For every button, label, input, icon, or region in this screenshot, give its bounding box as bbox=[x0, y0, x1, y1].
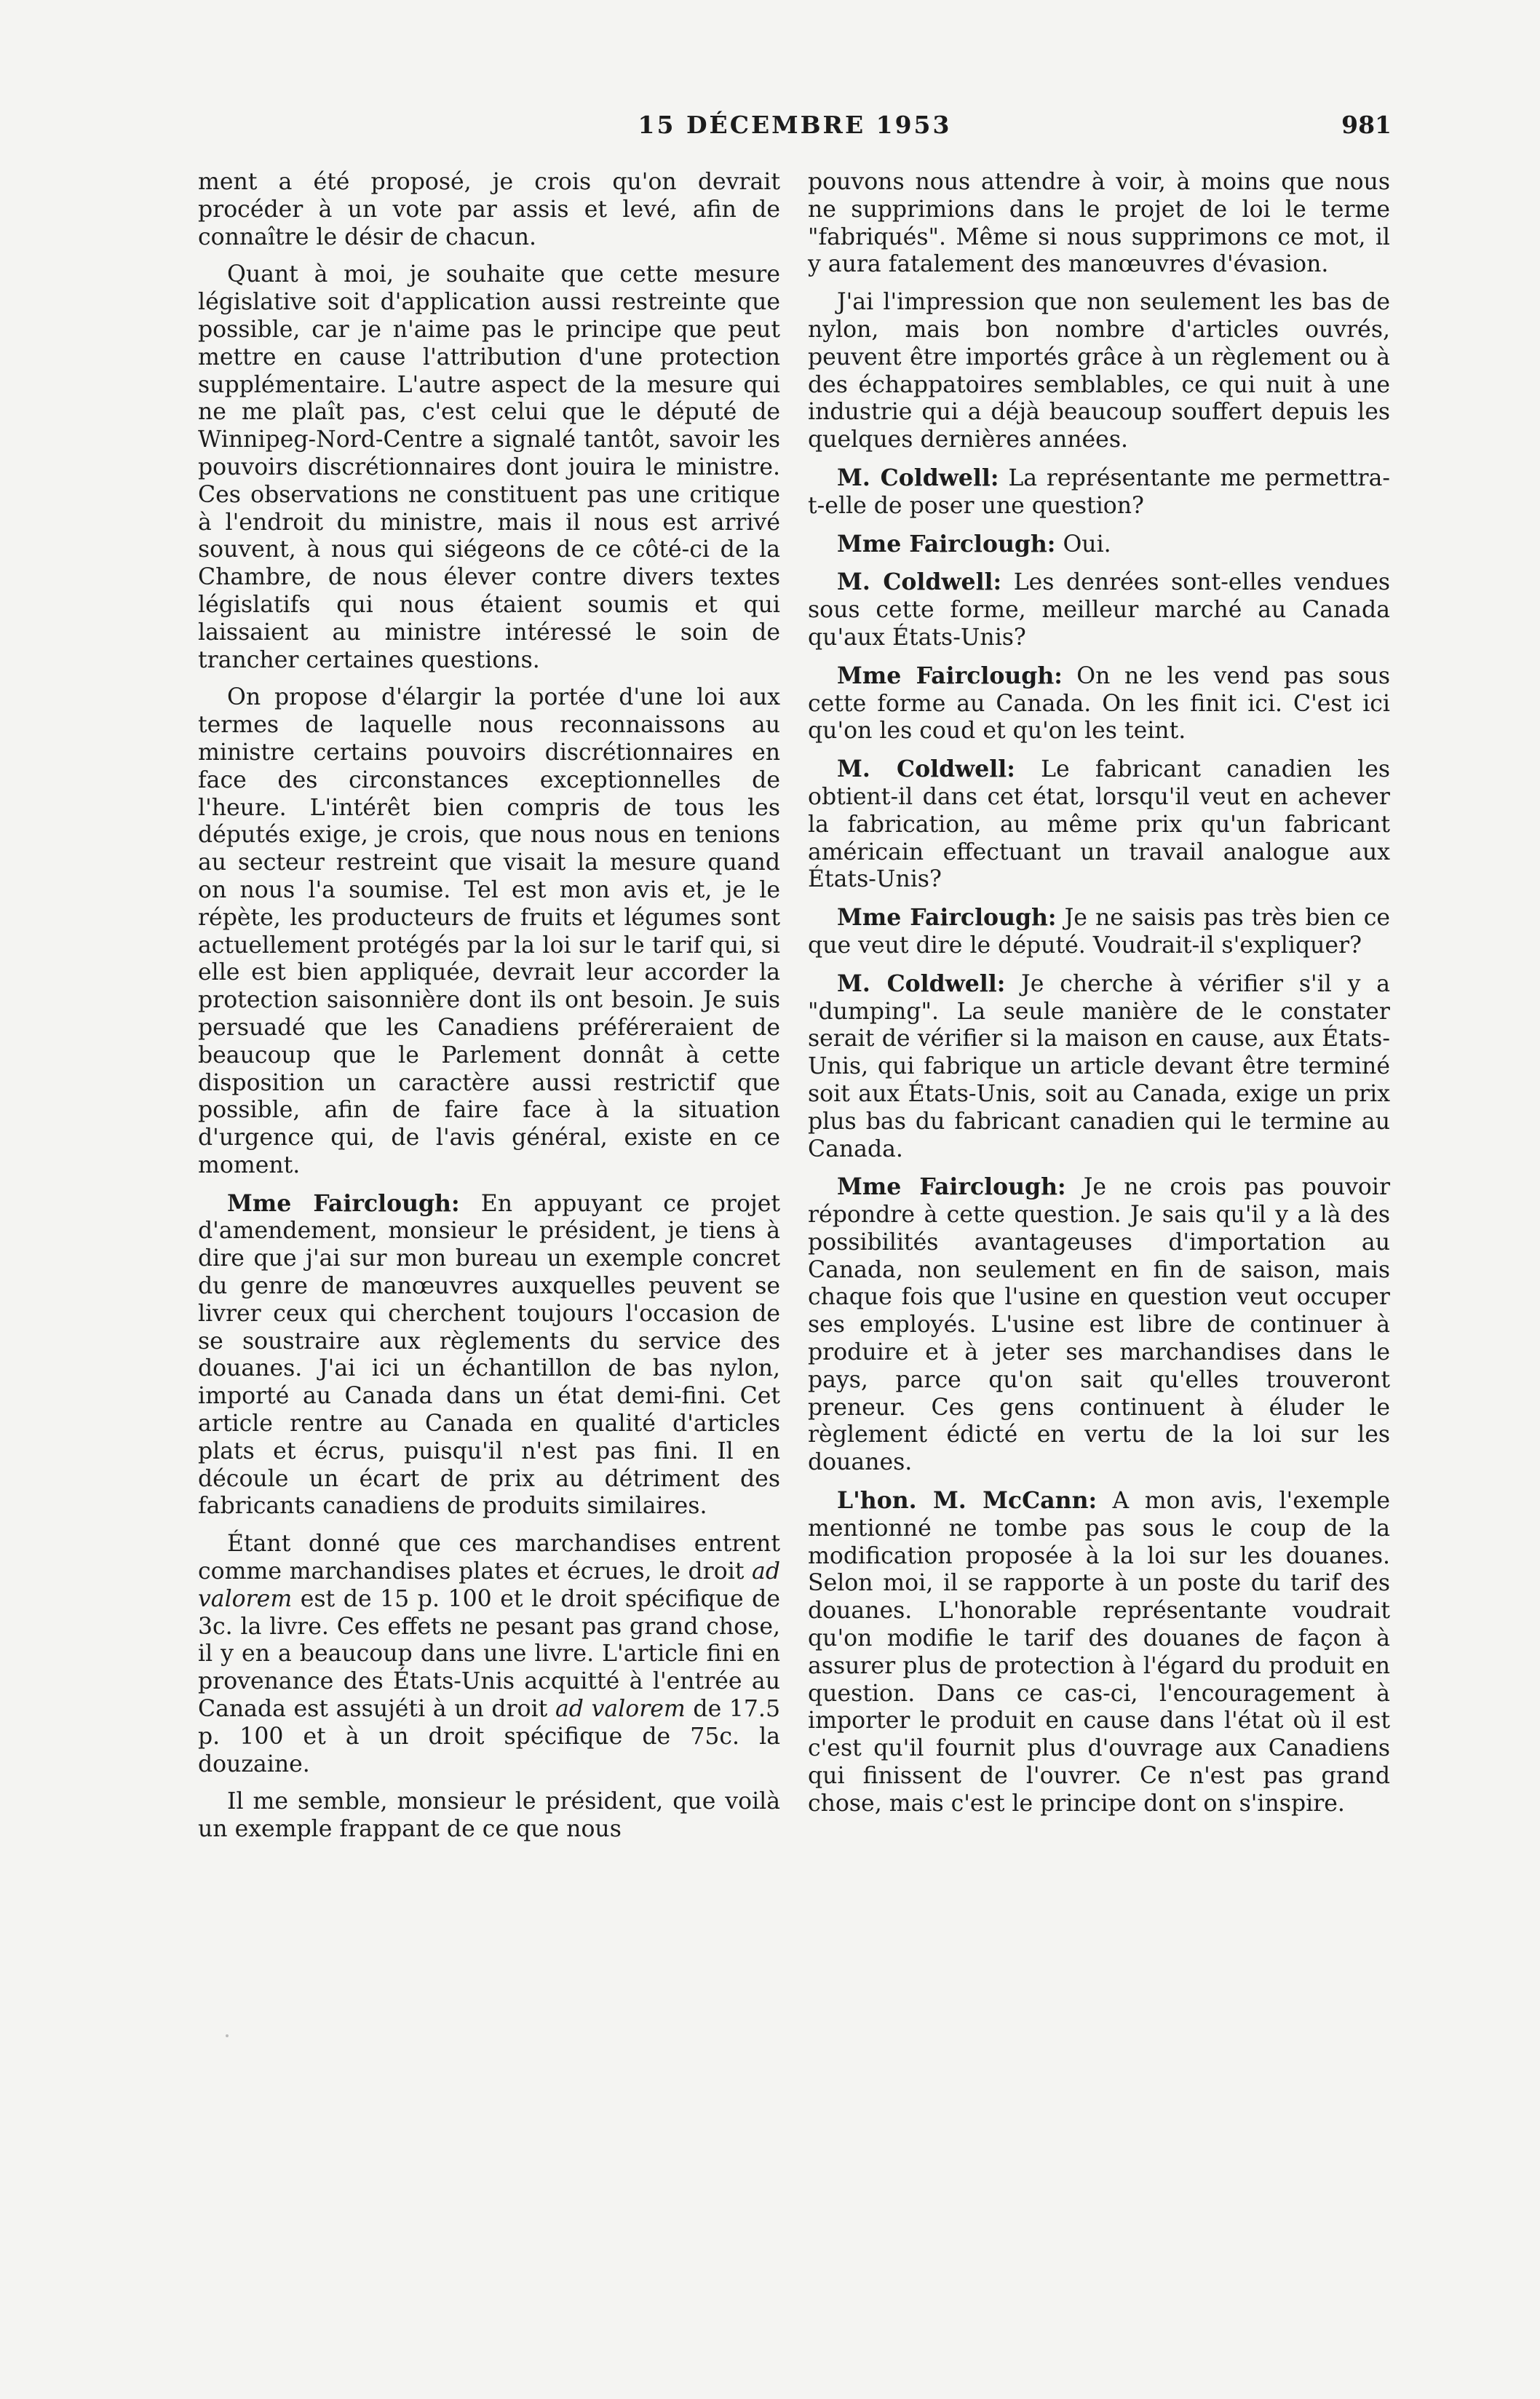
paragraph: ment a été proposé, je crois qu'on devrait procéder à un vote par assis et levé, afin de connaître le désir de chacun. bbox=[198, 169, 780, 250]
speech-text: Le fabricant canadien les obtient-il dans cet état, lorsqu'il veut en achever la fabrication, au même prix qu'un fabricant américain effectuant un travail analogue aux États-Unis? bbox=[808, 756, 1391, 893]
speech bbox=[808, 904, 1390, 960]
speech bbox=[198, 1190, 780, 1521]
paragraph: Il me semble, monsieur le président, que voilà un exemple frappant de ce que nous bbox=[198, 1788, 780, 1843]
speaker-name: L'hon. M. McCann: bbox=[837, 1487, 1098, 1515]
text-run: de 17.5 p. 100 et à un droit spécifique de 75c. la douzaine. bbox=[198, 1696, 780, 1777]
speaker-name: M. Coldwell: bbox=[837, 568, 1002, 596]
speech bbox=[808, 568, 1390, 651]
speaker-name: Mme Fairclough: bbox=[227, 1189, 460, 1217]
left-column bbox=[198, 169, 780, 1854]
speaker-name: Mme Fairclough: bbox=[837, 904, 1057, 932]
speech bbox=[808, 1487, 1390, 1818]
speech bbox=[808, 1173, 1390, 1477]
speech-text: La représentante me permettra-t-elle de poser une question? bbox=[808, 464, 1391, 519]
italic-term: ad valorem bbox=[555, 1696, 686, 1723]
speech-text: Je ne saisis pas très bien ce que veut dire le député. Voudrait-il s'expliquer? bbox=[808, 905, 1390, 959]
speaker-name: M. Coldwell: bbox=[837, 464, 999, 491]
paragraph: pouvons nous attendre à voir, à moins que nous ne supprimions dans le projet de loi le terme "fabriqués". Même si nous supprimons ce mot, il y aura fatalement des manœuvres d'évasion. bbox=[808, 169, 1390, 278]
text-run: Étant donné que ces marchandises entrent comme marchandises plates et écrues, le droit bbox=[198, 1531, 780, 1585]
speaker-name: Mme Fairclough: bbox=[837, 1173, 1066, 1201]
speech bbox=[808, 531, 1390, 559]
text-run: est de 15 p. 100 et le droit spécifique de 3c. la livre. Ces effets ne pesant pas grand chose, il y en a beaucoup dans une livre. L'article fini en provenance des États-Unis acquitté à l'entrée au Canada est assujéti à un droit bbox=[198, 1585, 780, 1723]
speech-text: On ne les vend pas sous cette forme au Canada. On les finit ici. C'est ici qu'on les coud et qu'on les teint. bbox=[808, 662, 1390, 745]
page-number: 981 bbox=[1341, 111, 1392, 139]
speech-text: Je ne crois pas pouvoir répondre à cette question. Je sais qu'il y a là des possibilités avantageuses d'importation au Canada, non seulement en fin de saison, mais chaque fois que l'usine en question veut occuper ses employés. L'usine est libre de continuer à produire et à jeter ses marchandises dans le pays, parce qu'on sait qu'elles trouveront preneur. Ces gens continuent à éluder le règlement édicté en vertu de la loi sur les douanes. bbox=[808, 1174, 1391, 1476]
italic-term: ad valorem bbox=[198, 1558, 780, 1612]
page-header bbox=[198, 111, 1392, 147]
paragraph: Quant à moi, je souhaite que cette mesure législative soit d'application aussi restreinte que possible, car je n'aime pas le principe que peut mettre en cause l'attribution d'une protection supplémentaire. L'autre aspect de la mesure qui ne me plaît pas, c'est celui que le député de Winnipeg-Nord-Centre a signalé tantôt, savoir les pouvoirs discrétionnaires dont jouira le ministre. Ces observations ne constituent pas une critique à l'endroit du ministre, mais il nous est arrivé souvent, à nous qui siégeons de ce côté-ci de la Chambre, de nous élever contre divers textes législatifs qui nous étaient soumis et qui laissaient au ministre intéressé le soin de trancher certaines questions. bbox=[198, 261, 780, 673]
speech-text: En appuyant ce projet d'amendement, monsieur le président, je tiens à dire que j'ai sur mon bureau un exemple concret du genre de manœuvres auxquelles peuvent se livrer ceux qui cherchent toujours l'occasion de se soustraire aux règlements du service des douanes. J'ai ici un échantillon de bas nylon, importé au Canada dans un état demi-fini. Cet article rentre au Canada en qualité d'articles plats et écrus, puisqu'il n'est pas fini. Il en découle un écart de prix au détriment des fabricants canadiens de produits similaires. bbox=[198, 1190, 781, 1520]
speech-text: Oui. bbox=[1063, 531, 1111, 558]
speaker-name: M. Coldwell: bbox=[837, 969, 1006, 997]
speech bbox=[808, 970, 1390, 1164]
paper-speck bbox=[226, 2034, 229, 2037]
right-column bbox=[808, 169, 1390, 1828]
speaker-name: Mme Fairclough: bbox=[837, 530, 1056, 558]
paragraph bbox=[198, 1531, 780, 1778]
paragraph: J'ai l'impression que non seulement les bas de nylon, mais bon nombre d'articles ouvrés, peuvent être importés grâce à un règlement ou à des échappatoires semblables, ce qui nuit à une industrie qui a déjà beaucoup souffert depuis les quelques dernières années. bbox=[808, 289, 1390, 453]
speaker-name: M. Coldwell: bbox=[837, 756, 1015, 783]
speech bbox=[808, 756, 1390, 894]
page-date: 15 DÉCEMBRE 1953 bbox=[638, 111, 952, 139]
speech-text: A mon avis, l'exemple mentionné ne tombe pas sous le coup de la modification proposée à la loi sur les douanes. Selon moi, il se rapporte à un poste du tarif des douanes. L'honorable représentante voudrait qu'on modifie le tarif des douanes de façon à assurer plus de protection à l'égard du produit en question. Dans ce cas-ci, l'encouragement à importer le produit en cause dans l'état où il est c'est qu'il fournit plus d'ouvrage aux Canadiens qui finissent de l'ouvrer. Ce n'est pas grand chose, mais c'est le principe dont on s'inspire. bbox=[808, 1488, 1390, 1817]
speech-text: Les denrées sont-elles vendues sous cette forme, meilleur marché au Canada qu'aux États-Unis? bbox=[808, 569, 1390, 651]
speaker-name: Mme Fairclough: bbox=[837, 662, 1063, 689]
speech bbox=[808, 464, 1390, 520]
paragraph: On propose d'élargir la portée d'une loi aux termes de laquelle nous reconnaissons au ministre certains pouvoirs discrétionnaires en face des circonstances exceptionnelles de l'heure. L'intérêt bien compris de tous les députés exige, je crois, que nous nous en tenions au secteur restreint que visait la mesure quand on nous l'a soumise. Tel est mon avis et, je le répète, les producteurs de fruits et légumes sont actuellement protégés par la loi sur le tarif qui, si elle est bien appliquée, devrait leur accorder la protection saisonnière dont ils ont besoin. Je suis persuadé que les Canadiens préféreraient de beaucoup que le Parlement donnât à cette disposition un caractère aussi restrictif que possible, afin de faire face à la situation d'urgence qui, de l'avis général, existe en ce moment. bbox=[198, 684, 780, 1178]
speech bbox=[808, 662, 1390, 745]
speech-text: Je cherche à vérifier s'il y a "dumping". La seule manière de le constater serait de vérifier si la maison en cause, aux États-Unis, qui fabrique un article devant être terminé soit aux États-Unis, soit au Canada, exige un prix plus bas du fabricant canadien qui le termine au Canada. bbox=[808, 970, 1391, 1162]
